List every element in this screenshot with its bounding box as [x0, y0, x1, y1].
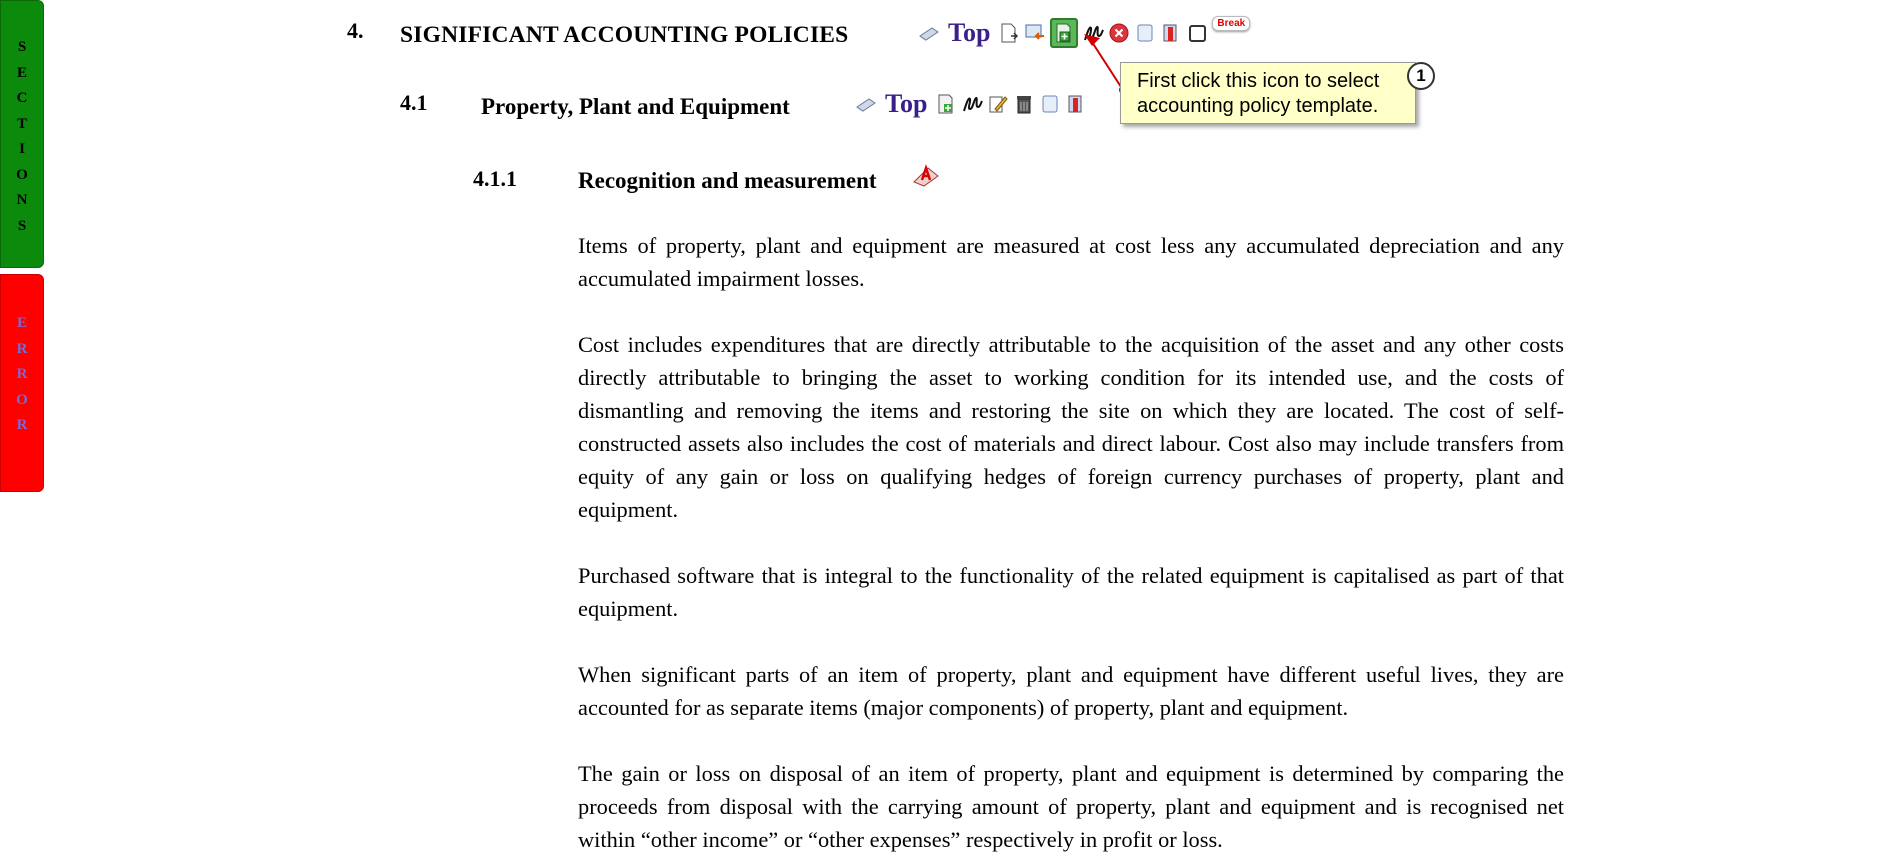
sections-tab[interactable]: [0, 0, 44, 268]
sections-letter: E: [16, 64, 27, 81]
subsection-title: Property, Plant and Equipment: [481, 94, 790, 119]
trash-icon[interactable]: [1013, 93, 1035, 115]
sections-letter: O: [16, 166, 28, 183]
image-arrow-icon[interactable]: [1024, 22, 1046, 44]
subsection-toolbar: [855, 89, 1087, 119]
add-template-icon[interactable]: [1050, 18, 1078, 48]
step-badge: 1: [1407, 62, 1435, 90]
sections-letter: S: [17, 39, 27, 55]
checkbox-box[interactable]: [1189, 25, 1206, 42]
document-arrow-icon[interactable]: [998, 22, 1020, 44]
book-icon[interactable]: [855, 93, 877, 115]
tooltip: First click this icon to select accounting policy template.: [1120, 62, 1416, 124]
break-button[interactable]: Break: [1212, 16, 1250, 31]
error-letter: O: [16, 391, 28, 408]
add-template-icon[interactable]: [935, 93, 957, 115]
page-icon[interactable]: [1039, 93, 1061, 115]
paragraph: When significant parts of an item of property, plant and equipment have different useful lives, they are accounted for as separate items (major components) of property, plant and equipment.: [578, 662, 1564, 720]
book-red-icon[interactable]: [1160, 22, 1182, 44]
error-letter: R: [16, 417, 28, 433]
error-letter: R: [16, 340, 28, 357]
checkbox-icon[interactable]: [1186, 22, 1208, 44]
subsection-number: 4.1: [400, 90, 428, 115]
subsubsection-number: 4.1.1: [473, 166, 517, 191]
section-number: 4.: [347, 18, 364, 43]
paragraph: Items of property, plant and equipment are measured at cost less any accumulated depreciation and any accumulated impairment losses.: [578, 233, 1564, 291]
edit-icon[interactable]: [987, 93, 1009, 115]
error-tab[interactable]: [0, 274, 44, 492]
signature-icon[interactable]: [961, 93, 983, 115]
top-link[interactable]: Top: [885, 89, 928, 118]
section-title: SIGNIFICANT ACCOUNTING POLICIES: [400, 22, 849, 48]
error-letter: E: [16, 315, 27, 331]
error-letter: R: [16, 366, 28, 382]
book-icon[interactable]: [918, 22, 940, 44]
paragraph: Cost includes expenditures that are directly attributable to the acquisition of the asset and any other costs directly attributable to bringing the asset to working condition for its intended use, and the costs of dismantling and removing the items and restoring the site on which they are located. The cost of self-constructed assets also includes the cost of materials and direct labour. Cost also may include transfers from equity of any gain or loss on qualifying hedges of foreign currency purchases of property, plant and equipment.: [578, 332, 1564, 522]
pdf-icon[interactable]: [910, 162, 942, 193]
sections-letter: I: [19, 141, 25, 157]
sections-letter: N: [16, 192, 28, 208]
subsubsection-title: Recognition and measurement: [578, 168, 877, 193]
top-link[interactable]: Top: [948, 18, 991, 47]
sections-letter: S: [17, 217, 27, 234]
sections-letter: C: [16, 90, 28, 106]
sections-letter: T: [16, 115, 27, 132]
paragraph: Purchased software that is integral to the functionality of the related equipment is capitalised as part of that equipment.: [578, 563, 1564, 621]
paragraph: The gain or loss on disposal of an item of property, plant and equipment is determined by comparing the proceeds from disposal with the carrying amount of property, plant and equipment and is recognised net within “other income” or “other expenses” respectively in profit or loss.: [578, 761, 1564, 852]
